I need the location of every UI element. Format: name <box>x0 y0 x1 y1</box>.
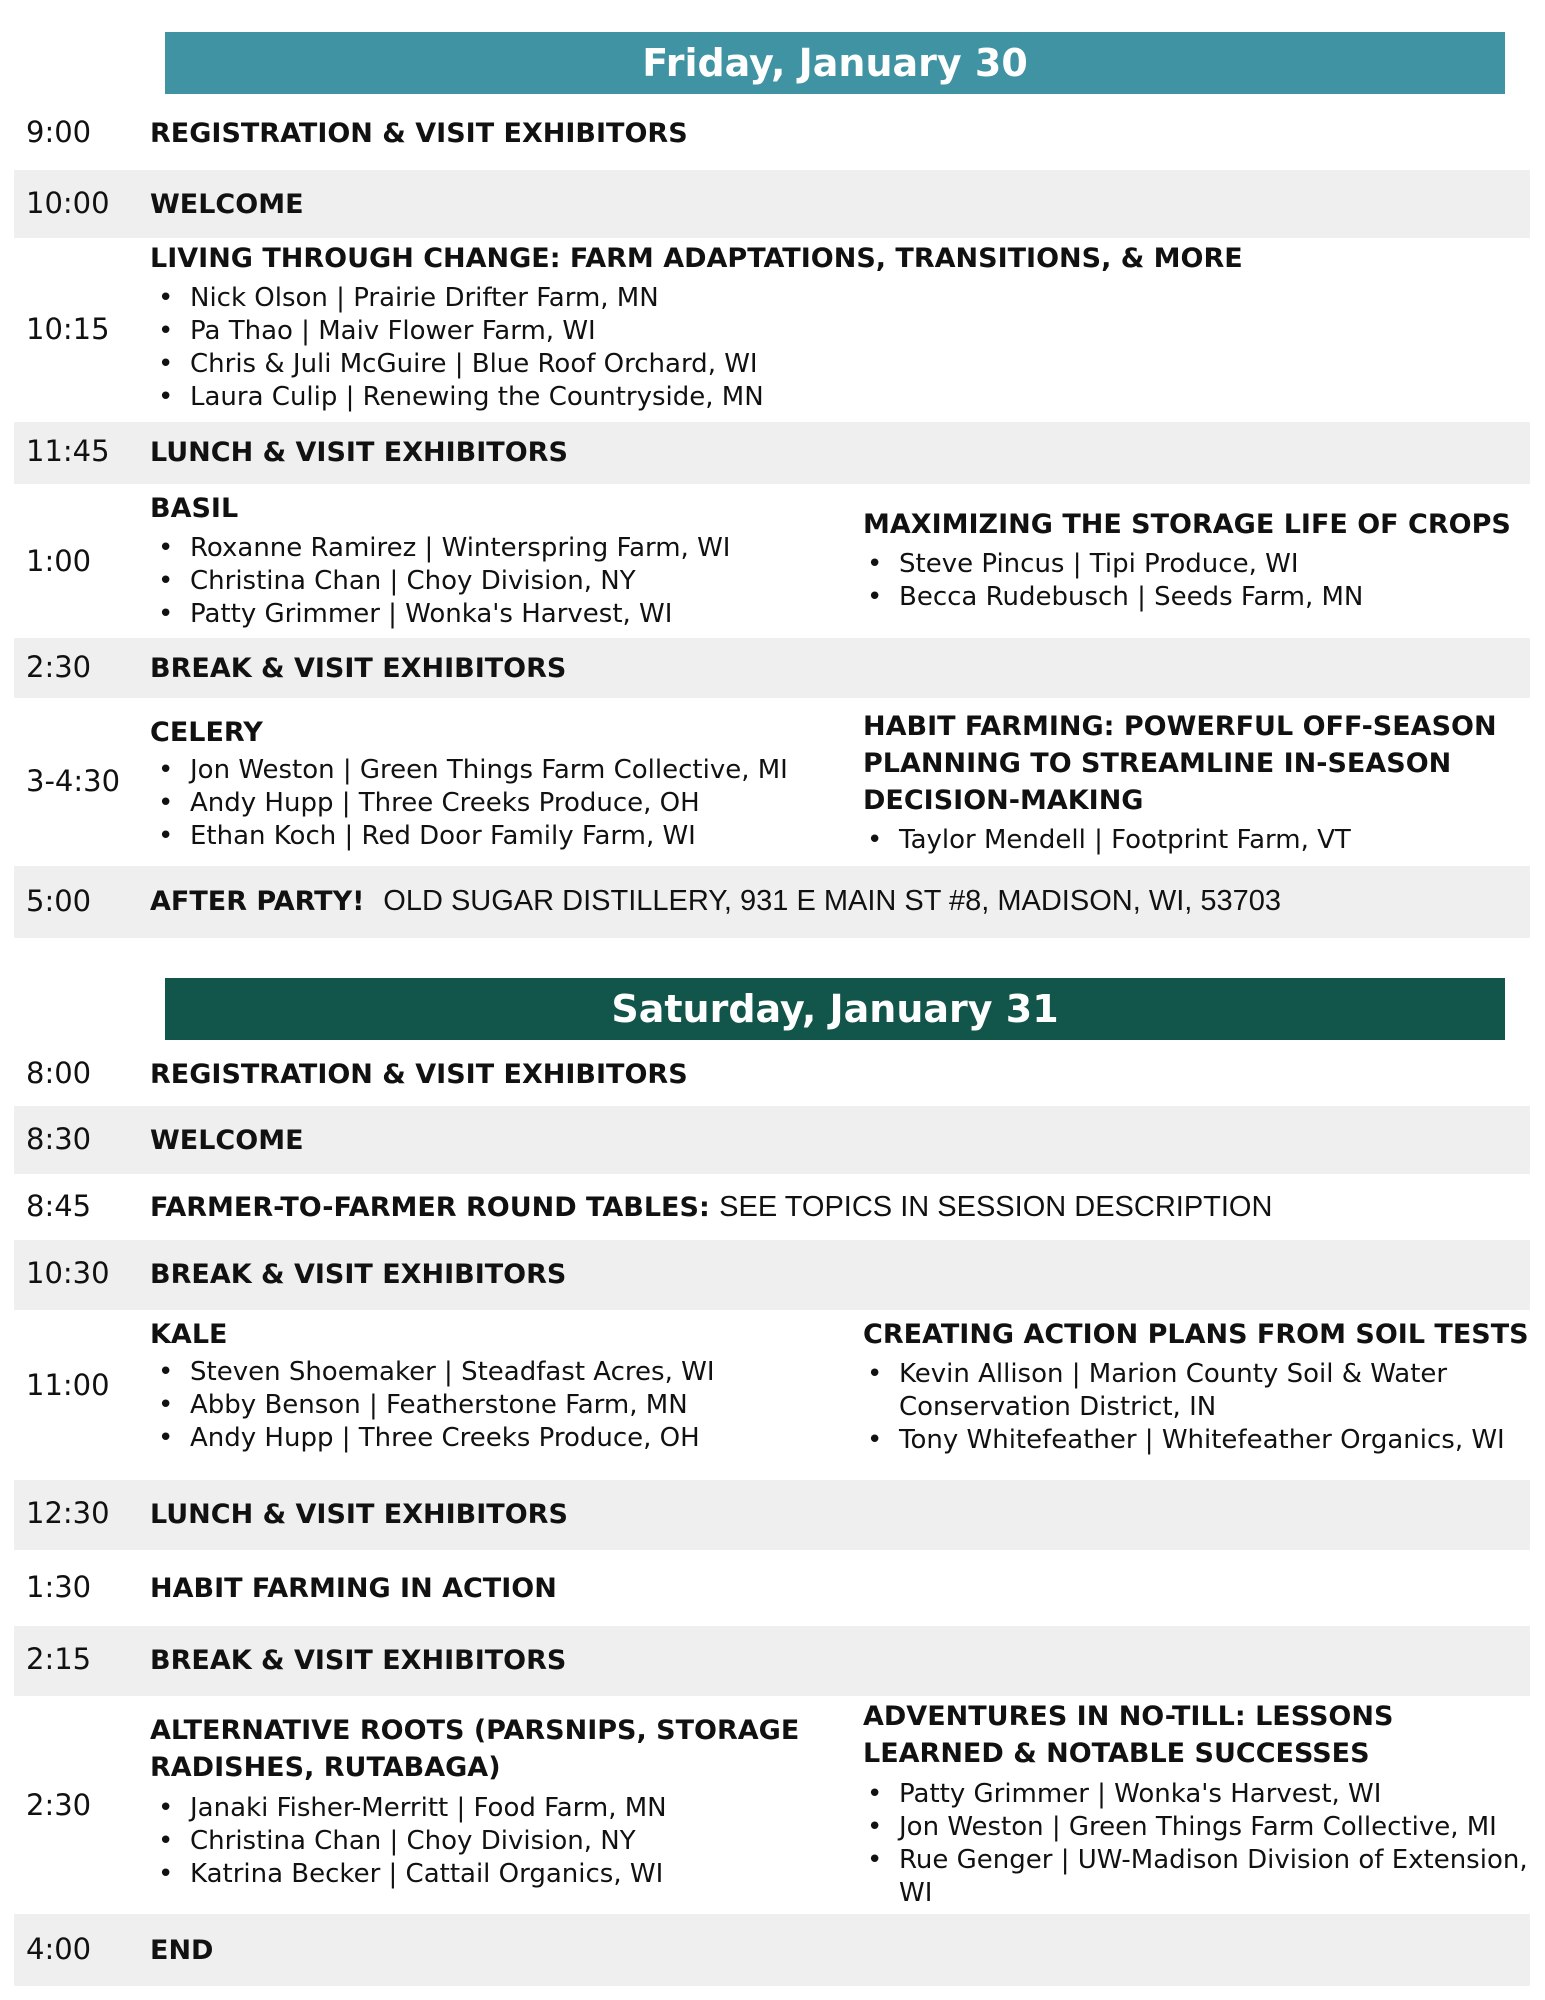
time-label: 8:00 <box>26 1056 92 1090</box>
schedule-row-3-4-30 <box>14 700 1530 862</box>
speaker-list-right <box>859 548 1363 614</box>
session-title-right: ADVENTURES IN NO-TILL: LESSONS <box>863 1701 1394 1732</box>
speaker: • Roxanne Ramirez | Winterspring Farm, WI <box>150 532 730 565</box>
speaker-list-left <box>150 532 730 631</box>
session-title <box>150 883 1281 920</box>
speaker: • Patty Grimmer | Wonka's Harvest, WI <box>859 1778 1529 1811</box>
speaker: • Laura Culip | Renewing the Countryside, MN <box>150 381 764 414</box>
time-label: 1:00 <box>26 544 92 578</box>
speaker: • Andy Hupp | Three Creeks Produce, OH <box>150 787 788 820</box>
time-label: 3-4:30 <box>26 764 121 798</box>
session-title: BREAK & VISIT EXHIBITORS <box>150 1645 567 1676</box>
session-title-right-line3: DECISION-MAKING <box>863 785 1144 816</box>
session-title-right-line2: LEARNED & NOTABLE SUCCESSES <box>863 1738 1370 1769</box>
schedule-row-2-15 <box>14 1626 1530 1696</box>
speaker: • Nick Olson | Prairie Drifter Farm, MN <box>150 282 764 315</box>
schedule-row-10-15 <box>14 240 1530 420</box>
speaker: • Andy Hupp | Three Creeks Produce, OH <box>150 1422 714 1455</box>
schedule-row-8-00 <box>14 1044 1530 1104</box>
schedule-row-12-30 <box>14 1480 1530 1550</box>
speaker: • Steve Pincus | Tipi Produce, WI <box>859 548 1363 581</box>
speaker: • Janaki Fisher-Merritt | Food Farm, MN <box>150 1792 667 1825</box>
speaker: • Chris & Juli McGuire | Blue Roof Orchard, WI <box>150 348 764 381</box>
session-title-left: ALTERNATIVE ROOTS (PARSNIPS, STORAGE <box>150 1715 800 1746</box>
after-party-label: AFTER PARTY! <box>150 886 365 917</box>
session-title-right: CREATING ACTION PLANS FROM SOIL TESTS <box>863 1319 1529 1350</box>
session-title: REGISTRATION & VISIT EXHIBITORS <box>150 1059 688 1090</box>
speaker: • Ethan Koch | Red Door Family Farm, WI <box>150 820 788 853</box>
session-title <box>150 1189 1272 1226</box>
time-label: 8:45 <box>26 1189 92 1223</box>
session-title-right: HABIT FARMING: POWERFUL OFF-SEASON <box>863 711 1497 742</box>
session-title-left: CELERY <box>150 717 263 748</box>
friday-header: Friday, January 30 <box>165 32 1505 94</box>
time-label: 8:30 <box>26 1122 92 1156</box>
speaker-list-right <box>859 824 1351 857</box>
speaker-list-left <box>150 1792 667 1891</box>
session-title: LIVING THROUGH CHANGE: FARM ADAPTATIONS, TRANSITIONS, & MORE <box>150 243 1243 274</box>
time-label: 1:30 <box>26 1570 92 1604</box>
time-label: 2:15 <box>26 1642 92 1676</box>
session-title-right: MAXIMIZING THE STORAGE LIFE OF CROPS <box>863 509 1511 540</box>
schedule-row-2-30 <box>14 638 1530 698</box>
time-label: 11:45 <box>26 434 110 468</box>
speaker: • Steven Shoemaker | Steadfast Acres, WI <box>150 1356 714 1389</box>
speaker: • Christina Chan | Choy Division, NY <box>150 1825 667 1858</box>
schedule-row-2-30-sat <box>14 1698 1530 1912</box>
schedule-row-1-00 <box>14 488 1530 636</box>
schedule-row-10-30 <box>14 1240 1530 1310</box>
time-label: 2:30 <box>26 1788 92 1822</box>
time-label: 11:00 <box>26 1368 110 1402</box>
speaker-list <box>150 282 764 414</box>
schedule-row-11-00 <box>14 1312 1530 1478</box>
speaker: • Christina Chan | Choy Division, NY <box>150 565 730 598</box>
session-title: LUNCH & VISIT EXHIBITORS <box>150 437 568 468</box>
round-tables-label: FARMER-TO-FARMER ROUND TABLES: <box>150 1192 710 1223</box>
schedule-row-1-30 <box>14 1552 1530 1624</box>
speaker: • Patty Grimmer | Wonka's Harvest, WI <box>150 598 730 631</box>
session-title: WELCOME <box>150 1125 304 1156</box>
speaker: • Becca Rudebusch | Seeds Farm, MN <box>859 581 1363 614</box>
saturday-header: Saturday, January 31 <box>165 978 1505 1040</box>
round-tables-note: SEE TOPICS IN SESSION DESCRIPTION <box>719 1191 1273 1223</box>
speaker-list-right <box>859 1778 1529 1910</box>
schedule-row-10-00 <box>14 170 1530 238</box>
session-title: REGISTRATION & VISIT EXHIBITORS <box>150 118 688 149</box>
schedule-row-8-45 <box>14 1176 1530 1238</box>
time-label: 10:15 <box>26 312 110 346</box>
schedule-row-5-00 <box>14 866 1530 938</box>
speaker: • Taylor Mendell | Footprint Farm, VT <box>859 824 1351 857</box>
after-party-location: OLD SUGAR DISTILLERY, 931 E MAIN ST #8, MADISON, WI, 53703 <box>383 885 1282 917</box>
speaker: • Kevin Allison | Marion County Soil & Water Conservation District, IN <box>859 1358 1539 1424</box>
session-title: WELCOME <box>150 189 304 220</box>
time-label: 4:00 <box>26 1932 92 1966</box>
schedule-row-9-00 <box>14 103 1530 163</box>
session-title-left: KALE <box>150 1319 228 1350</box>
schedule-row-4-00 <box>14 1914 1530 1986</box>
speaker: • Katrina Becker | Cattail Organics, WI <box>150 1858 667 1891</box>
session-title-left-line2: RADISHES, RUTABAGA) <box>150 1752 501 1783</box>
time-label: 12:30 <box>26 1496 110 1530</box>
speaker: • Abby Benson | Featherstone Farm, MN <box>150 1389 714 1422</box>
speaker: • Jon Weston | Green Things Farm Collective, MI <box>859 1811 1529 1844</box>
session-title: HABIT FARMING IN ACTION <box>150 1573 557 1604</box>
session-title: END <box>150 1935 214 1966</box>
session-title-left: BASIL <box>150 493 239 524</box>
speaker-list-left <box>150 1356 714 1455</box>
time-label: 2:30 <box>26 650 92 684</box>
session-title: LUNCH & VISIT EXHIBITORS <box>150 1499 568 1530</box>
speaker: • Rue Genger | UW-Madison Division of Extension, WI <box>859 1844 1529 1910</box>
speaker-list-left <box>150 754 788 853</box>
speaker: • Tony Whitefeather | Whitefeather Organics, WI <box>859 1424 1539 1457</box>
schedule-row-11-45 <box>14 422 1530 484</box>
time-label: 10:00 <box>26 186 110 220</box>
speaker: • Jon Weston | Green Things Farm Collective, MI <box>150 754 788 787</box>
speaker: • Pa Thao | Maiv Flower Farm, WI <box>150 315 764 348</box>
schedule-row-8-30 <box>14 1106 1530 1174</box>
speaker-list-right <box>859 1358 1539 1457</box>
session-title: BREAK & VISIT EXHIBITORS <box>150 653 567 684</box>
session-title: BREAK & VISIT EXHIBITORS <box>150 1259 567 1290</box>
time-label: 10:30 <box>26 1256 110 1290</box>
session-title-right-line2: PLANNING TO STREAMLINE IN-SEASON <box>863 748 1452 779</box>
time-label: 9:00 <box>26 115 92 149</box>
time-label: 5:00 <box>26 884 92 918</box>
